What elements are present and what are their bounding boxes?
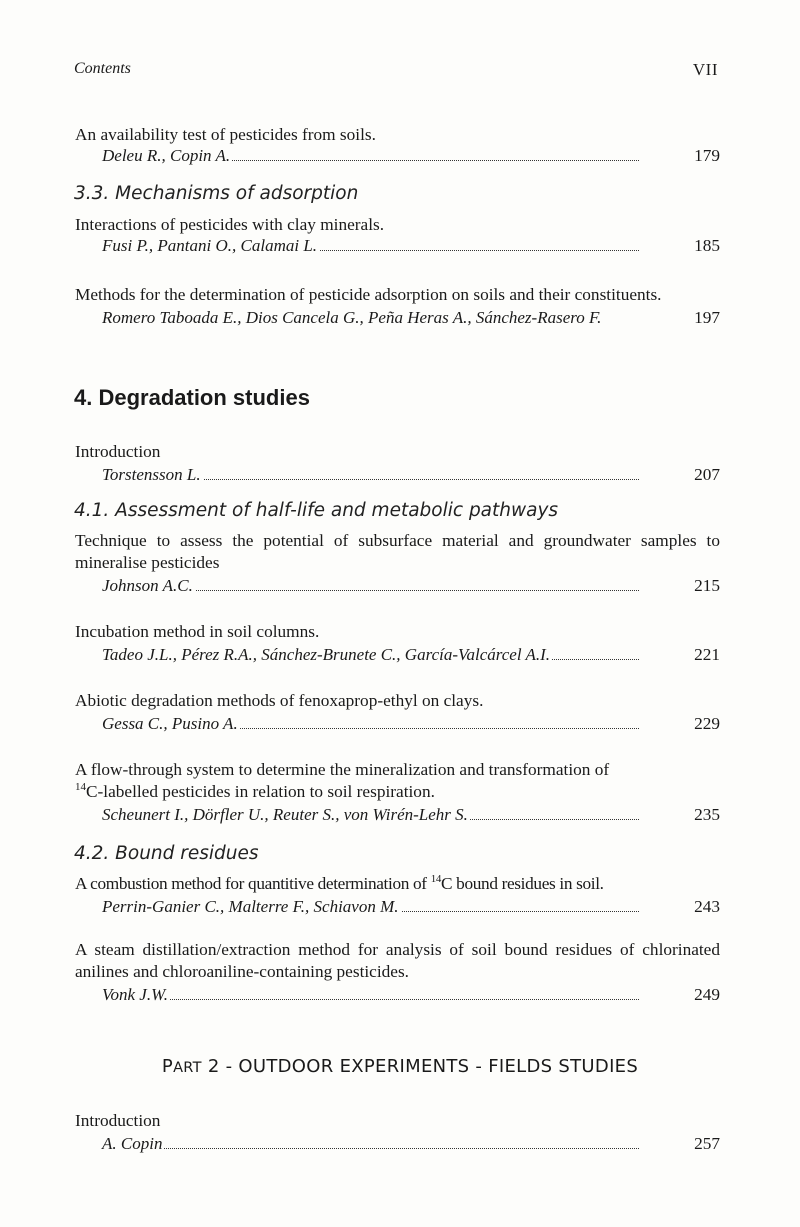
entry-page[interactable]: 179 bbox=[694, 146, 720, 165]
entry-page[interactable]: 215 bbox=[694, 576, 720, 595]
entry-page[interactable]: 249 bbox=[694, 985, 720, 1004]
part-heading: PART 2 - OUTDOOR EXPERIMENTS - FIELDS STUDIES bbox=[161, 1056, 639, 1077]
entry-title: Abiotic degradation methods of fenoxaprop-ethyl on clays. bbox=[75, 691, 484, 710]
toc-entry bbox=[75, 214, 720, 258]
dot-leader bbox=[102, 1148, 639, 1149]
toc-entry bbox=[75, 873, 720, 919]
subsection-heading: 4.2. Bound residues bbox=[74, 843, 259, 864]
toc-entry bbox=[75, 939, 720, 1007]
entry-authors: Johnson A.C. bbox=[102, 576, 193, 595]
entry-title: Technique to assess the potential of subsurface material and groundwater samples to mineralise pesticides bbox=[75, 531, 720, 572]
entry-title: Incubation method in soil columns. bbox=[75, 622, 320, 641]
toc-entry bbox=[75, 690, 720, 736]
entry-authors: Tadeo J.L., Pérez R.A., Sánchez-Brunete C., García-Valcárcel A.I. bbox=[102, 645, 551, 664]
entry-page[interactable]: 197 bbox=[694, 308, 720, 327]
entry-page[interactable]: 243 bbox=[694, 897, 720, 916]
toc-entry bbox=[75, 621, 720, 667]
entry-authors: A. Copin bbox=[102, 1134, 163, 1153]
entry-authors: Perrin-Ganier C., Malterre F., Schiavon M. bbox=[102, 897, 399, 916]
entry-page[interactable]: 257 bbox=[694, 1134, 720, 1153]
dot-leader bbox=[102, 999, 639, 1000]
section-heading: 4. Degradation studies bbox=[74, 385, 310, 410]
entry-title: An availability test of pesticides from soils. bbox=[75, 125, 376, 144]
entry-title: A flow-through system to determine the mineralization and transformation of $^{14}$C-labelled pesticides in relation to soil respiration. bbox=[75, 760, 610, 801]
subsection-heading: 3.3. Mechanisms of adsorption bbox=[74, 183, 359, 204]
running-title: Contents bbox=[74, 60, 131, 77]
subsection-heading: 4.1. Assessment of half-life and metabolic pathways bbox=[74, 500, 559, 521]
entry-title: A combustion method for quantitive determination of $^{14}$C bound residues in soil. bbox=[75, 873, 604, 893]
entry-title: A steam distillation/extraction method for analysis of soil bound residues of chlorinated anilines and chloroaniline-containing pesticides. bbox=[75, 940, 720, 981]
entry-authors: Gessa C., Pusino A. bbox=[102, 714, 238, 733]
entry-authors: Deleu R., Copin A. bbox=[102, 146, 231, 165]
entry-page[interactable]: 185 bbox=[694, 236, 720, 255]
entry-authors: Scheunert I., Dörfler U., Reuter S., von Wirén-Lehr S. bbox=[102, 805, 468, 824]
entry-authors: Vonk J.W. bbox=[102, 985, 168, 1004]
entry-page[interactable]: 229 bbox=[694, 714, 720, 733]
entry-authors: Torstensson L. bbox=[102, 465, 201, 484]
entry-authors: Fusi P., Pantani O., Calamai L. bbox=[102, 236, 318, 255]
toc-entry bbox=[75, 530, 720, 598]
toc-entry bbox=[75, 124, 720, 168]
toc-entry bbox=[75, 441, 720, 487]
toc-entry bbox=[75, 284, 720, 330]
entry-title: Interactions of pesticides with clay minerals. bbox=[75, 215, 385, 234]
toc-entry bbox=[75, 1110, 720, 1156]
entry-title: Introduction bbox=[75, 1111, 161, 1130]
toc-entry bbox=[75, 759, 720, 827]
entry-page[interactable]: 207 bbox=[694, 465, 720, 484]
page-number: VII bbox=[692, 60, 718, 79]
entry-title: Methods for the determination of pesticide adsorption on soils and their constituents. bbox=[75, 285, 662, 304]
entry-page[interactable]: 221 bbox=[694, 645, 720, 664]
entry-page[interactable]: 235 bbox=[694, 805, 720, 824]
entry-authors: Romero Taboada E., Dios Cancela G., Peña Heras A., Sánchez-Rasero F. bbox=[102, 308, 602, 327]
entry-title: Introduction bbox=[75, 442, 161, 461]
